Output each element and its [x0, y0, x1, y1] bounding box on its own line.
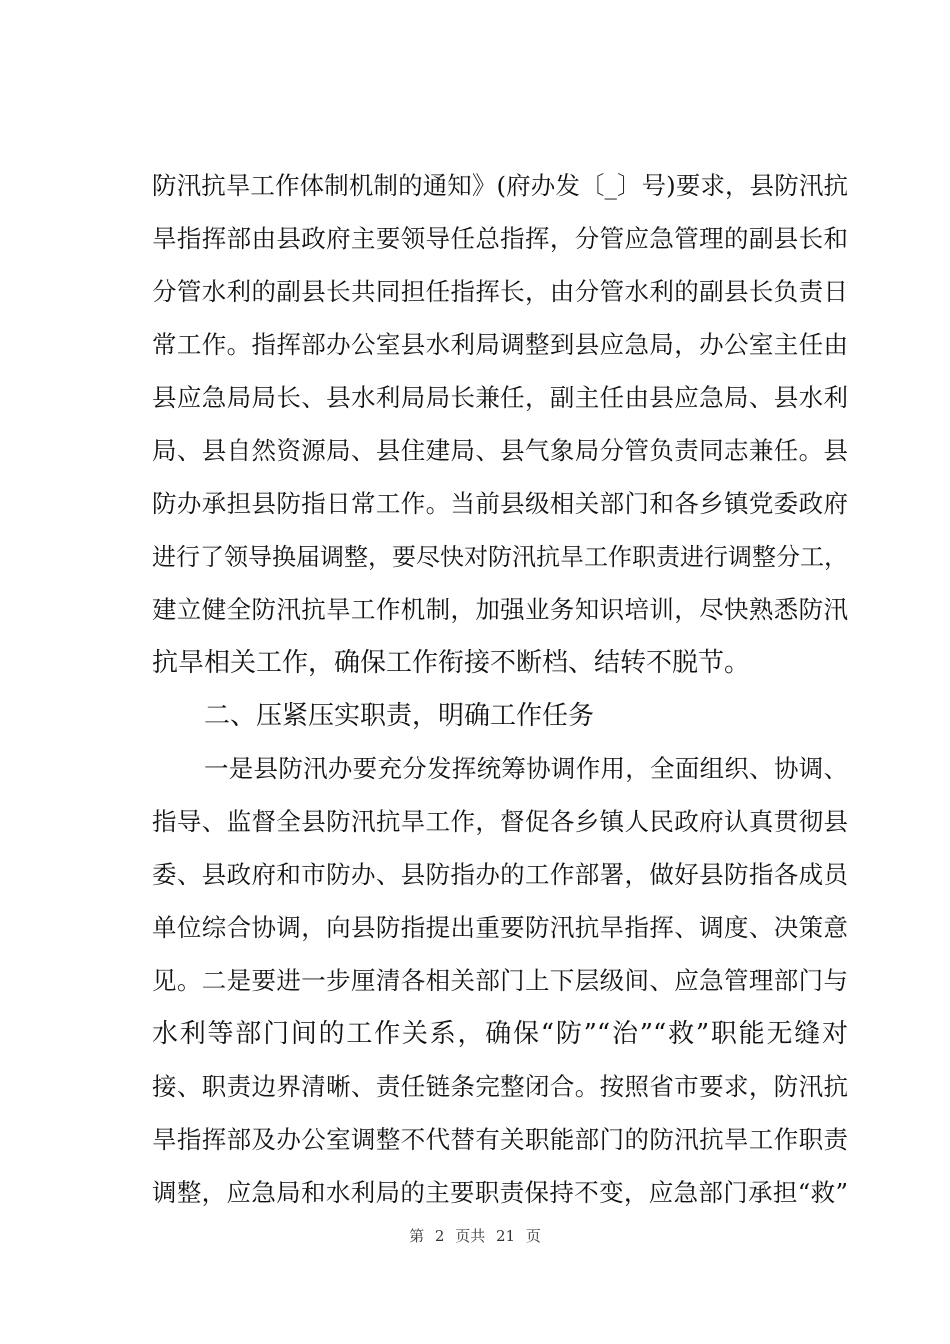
- text-line: 调整，应急局和水利局的主要职责保持不变，应急部门承担“救”: [152, 1178, 848, 1207]
- text-line: 一是县防汛办要充分发挥统筹协调作用，全面组织、协调、: [204, 754, 848, 783]
- text-line: 接、职责边界清晰、责任链条完整闭合。按照省市要求，防汛抗: [152, 1072, 848, 1101]
- text-line: 水利等部门间的工作关系，确保“防”“治”“救”职能无缝对: [152, 1019, 848, 1049]
- text-line: 见。二是要进一步厘清各相关部门上下层级间、应急管理部门与: [152, 966, 848, 995]
- text-line: 县应急局局长、县水利局局长兼任，副主任由县应急局、县水利: [152, 383, 848, 412]
- text-line: 局、县自然资源局、县住建局、县气象局分管负责同志兼任。县: [152, 436, 848, 465]
- text-line: 委、县政府和市防办、县防指办的工作部署，做好县防指各成员: [152, 860, 848, 889]
- section-heading: 二、压紧压实职责，明确工作任务: [204, 701, 595, 731]
- text-line: 进行了领导换届调整，要尽快对防汛抗旱工作职责进行调整分工，: [152, 543, 848, 571]
- text-line: 单位综合协调，向县防指提出重要防汛抗旱指挥、调度、决策意: [152, 913, 848, 942]
- text-line: 旱指挥部由县政府主要领导任总指挥，分管应急管理的副县长和: [152, 224, 848, 253]
- text-line: 抗旱相关工作，确保工作衔接不断档、结转不脱节。: [152, 648, 751, 678]
- text-line: 常工作。指挥部办公室县水利局调整到县应急局，办公室主任由: [152, 330, 848, 359]
- text-line: 旱指挥部及办公室调整不代替有关职能部门的防汛抗旱工作职责: [152, 1125, 848, 1154]
- text-line: 分管水利的副县长共同担任指挥长，由分管水利的副县长负责日: [152, 277, 848, 306]
- text-line: 指导、监督全县防汛抗旱工作，督促各乡镇人民政府认真贯彻县: [152, 807, 848, 836]
- text-line: 建立健全防汛抗旱工作机制，加强业务知识培训，尽快熟悉防汛: [152, 595, 848, 624]
- text-line: 防汛抗旱工作体制机制的通知》(府办发〔_〕号)要求，县防汛抗: [152, 171, 848, 200]
- page-footer: 第 2 页共 21 页: [409, 1227, 541, 1245]
- text-line: 防办承担县防指日常工作。当前县级相关部门和各乡镇党委政府: [152, 489, 848, 518]
